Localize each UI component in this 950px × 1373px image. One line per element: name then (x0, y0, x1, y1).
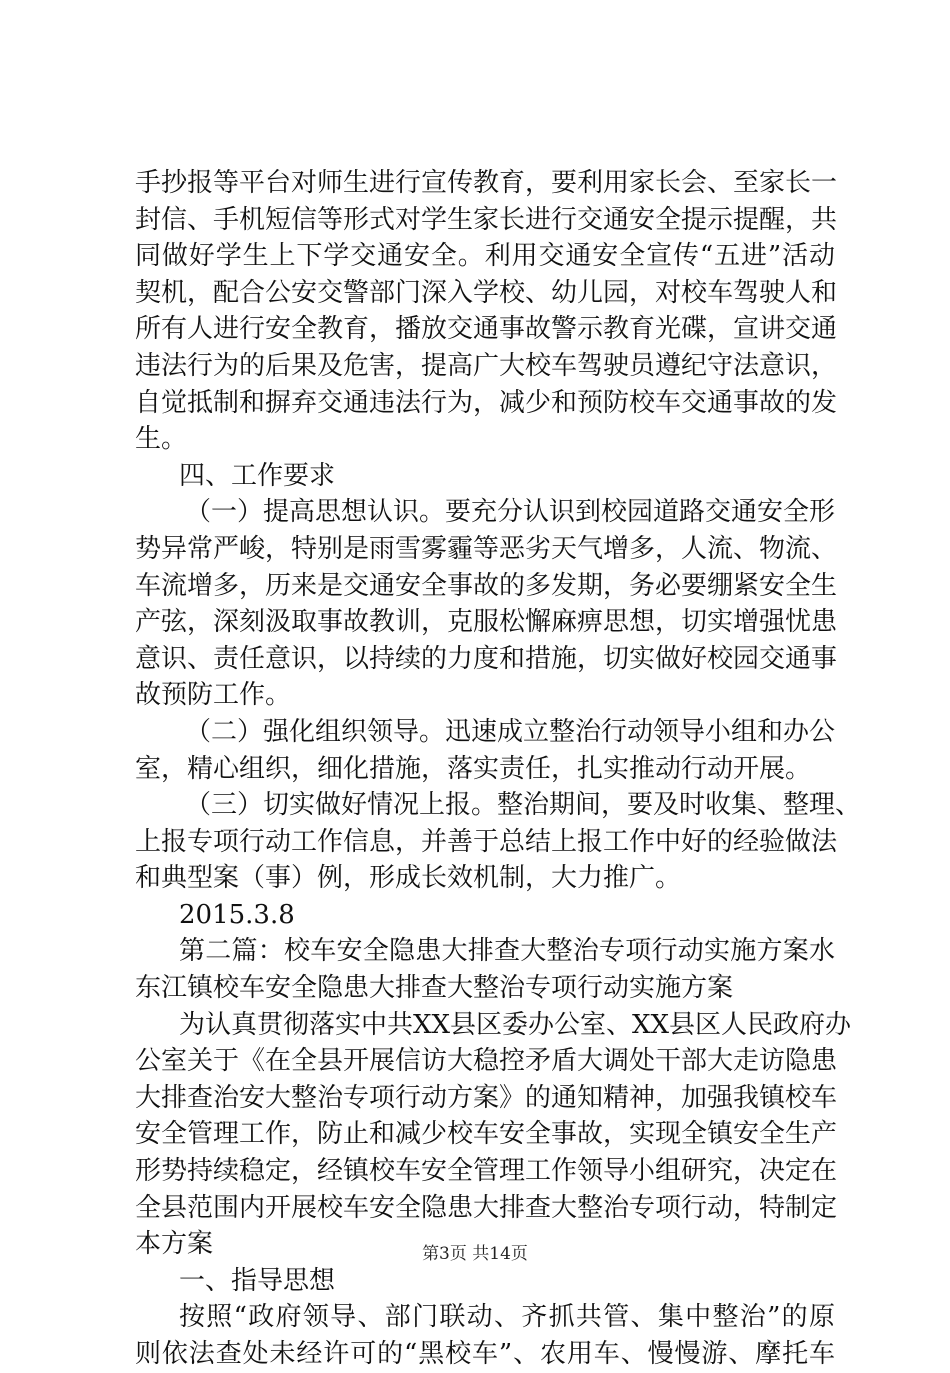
text-line: 势异常严峻，特别是雨雪雾霾等恶劣天气增多，人流、物流、 (135, 533, 838, 564)
text-line: 所有人进行安全教育，播放交通事故警示教育光碟，宣讲交通 (135, 314, 838, 345)
text-line: 意识、责任意识，以持续的力度和措施，切实做好校园交通事 (135, 643, 838, 674)
text-line: 封信、手机短信等形式对学生家长进行交通安全提示提醒，共 (135, 204, 838, 235)
text-line: 本方案 (135, 1229, 214, 1260)
text-line: 安全管理工作，防止和减少校车安全事故，实现全镇安全生产 (135, 1119, 838, 1150)
text-line: 则依法查处未经许可的“黑校车”、农用车、慢慢游、摩托车 (135, 1339, 835, 1369)
text-line: 故预防工作。 (135, 680, 292, 711)
text-line: 手抄报等平台对师生进行宣传教育，要利用家长会、至家长一 (135, 168, 838, 198)
text-line: （二）强化组织领导。迅速成立整治行动领导小组和办公 (185, 716, 836, 747)
text-line: 违法行为的后果及危害，提高广大校车驾驶员遵纪守法意识， (135, 350, 838, 381)
chapter-title: 第二篇：校车安全隐患大排查大整治专项行动实施方案水 (179, 936, 835, 967)
section-heading: 一、指导思想 (179, 1265, 336, 1296)
text-line: 为认真贯彻落实中共XX县区委办公室、XX县区人民政府办 (179, 1009, 852, 1040)
text-line: 产弦，深刻汲取事故教训，克服松懈麻痹思想，切实增强忧患 (135, 607, 838, 638)
text-line: 生。 (135, 424, 188, 455)
page-footer: 第3页 共14页 (422, 1244, 528, 1264)
text-line: 上报专项行动工作信息，并善于总结上报工作中好的经验做法 (135, 826, 838, 857)
text-line: （一）提高思想认识。要充分认识到校园道路交通安全形 (185, 497, 836, 528)
date-line: 2015.3.8 (179, 899, 295, 930)
text-line: 室，精心组织，细化措施，落实责任，扎实推动行动开展。 (135, 753, 812, 784)
section-heading: 四、工作要求 (179, 460, 336, 491)
text-line: 大排查治安大整治专项行动方案》的通知精神，加强我镇校车 (135, 1082, 838, 1113)
text-line: 全县范围内开展校车安全隐患大排查大整治专项行动，特制定 (135, 1192, 838, 1223)
document-body (135, 165, 862, 1373)
text-line: 契机，配合公安交警部门深入学校、幼儿园，对校车驾驶人和 (135, 277, 838, 308)
text-line: 公室关于《在全县开展信访大稳控矛盾大调处干部大走访隐患 (135, 1046, 838, 1077)
text-line: 自觉抵制和摒弃交通违法行为，减少和预防校车交通事故的发 (135, 387, 838, 418)
text-line: 同做好学生上下学交通安全。利用交通安全宣传“五进”活动 (135, 241, 835, 272)
text-line: 形势持续稳定，经镇校车安全管理工作领导小组研究，决定在 (135, 1156, 838, 1187)
text-line: 和典型案（事）例，形成长效机制，大力推广。 (135, 863, 682, 894)
text-line: 车流增多，历来是交通安全事故的多发期，务必要绷紧安全生 (135, 570, 838, 601)
text-line: （三）切实做好情况上报。整治期间，要及时收集、整理、 (185, 790, 862, 821)
chapter-title: 东江镇校车安全隐患大排查大整治专项行动实施方案 (135, 973, 734, 1004)
text-line: 按照“政府领导、部门联动、齐抓共管、集中整治”的原 (179, 1302, 835, 1333)
